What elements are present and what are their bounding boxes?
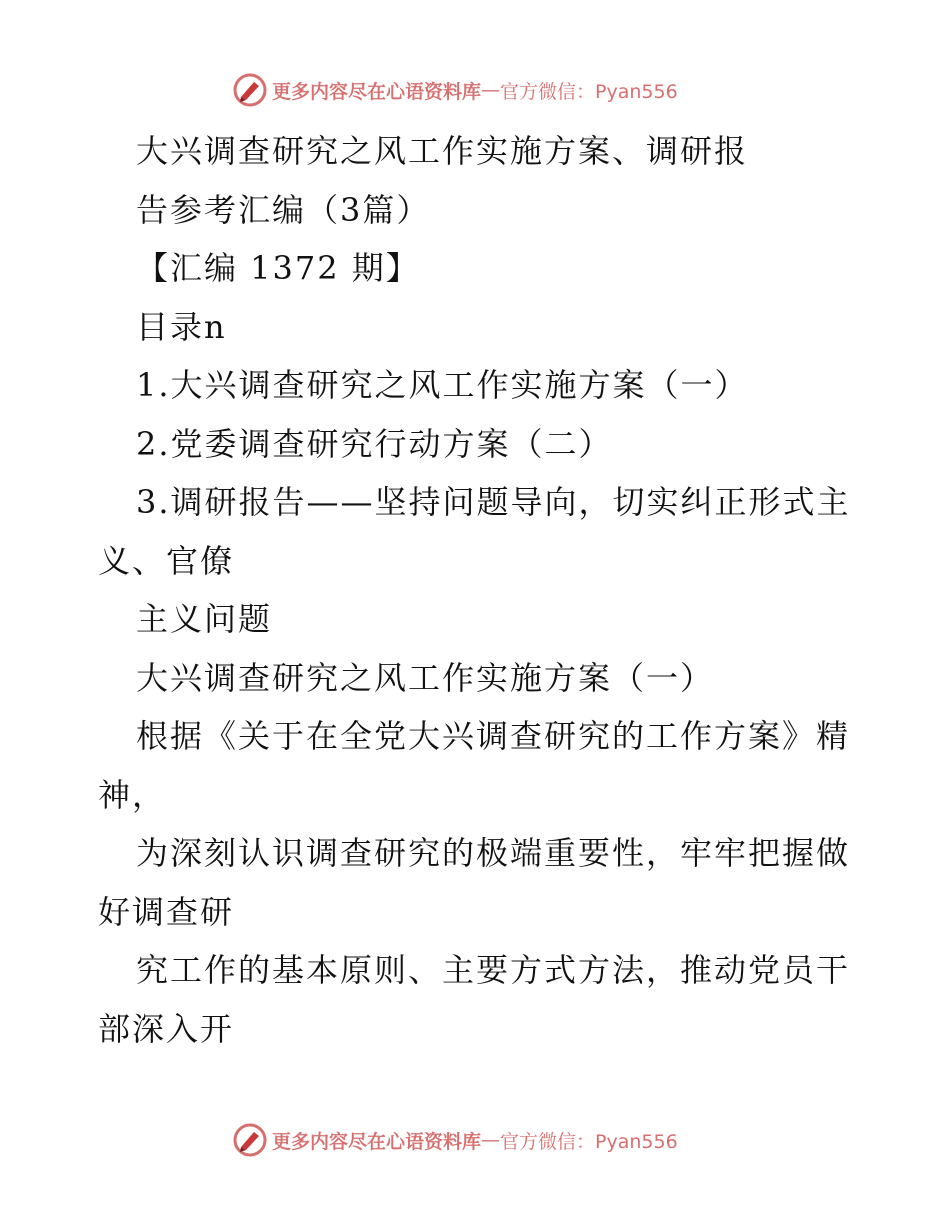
text-line: 神， [98,775,167,814]
watermark-contact: 官方微信：Pyan556 [500,1130,678,1153]
footer-watermark [232,1120,678,1160]
text-line: 根据《关于在全党大兴调查研究的工作方案》精 [136,717,851,755]
text-line: 告参考汇编（3篇） [136,190,431,229]
text-line: 究工作的基本原则、主要方式方法，推动党员干 [136,951,851,989]
text-line: 大兴调查研究之风工作实施方案、调研报 [136,132,749,170]
text-line: 3.调研报告——坚持问题导向，切实纠正形式主 [136,483,851,521]
text-line: 大兴调查研究之风工作实施方案（一） [136,658,715,697]
watermark-contact: 官方微信：Pyan556 [500,80,678,103]
document-body [98,122,858,1058]
text-line: 主义问题 [136,600,273,638]
watermark-separator: — [481,1129,501,1151]
pen-circle-logo-icon [232,1122,268,1158]
text-line: 2.党委调查研究行动方案（二） [136,424,613,463]
pen-circle-logo-icon [232,72,268,108]
text-line: 目录n [136,307,227,346]
text-line: 义、官僚 [98,541,235,580]
text-line: 【汇编 1372 期】 [136,249,420,287]
header-watermark [232,70,678,110]
watermark-text: 更多内容尽在心语资料库 [272,80,482,103]
text-line: 为深刻认识调查研究的极端重要性，牢牢把握做 [136,834,851,872]
text-line: 好调查研 [98,892,235,931]
text-line: 1.大兴调查研究之风工作实施方案（一） [136,366,749,404]
watermark-text: 更多内容尽在心语资料库 [272,1130,482,1153]
text-line: 部深入开 [98,1009,235,1048]
watermark-separator: — [481,79,501,101]
